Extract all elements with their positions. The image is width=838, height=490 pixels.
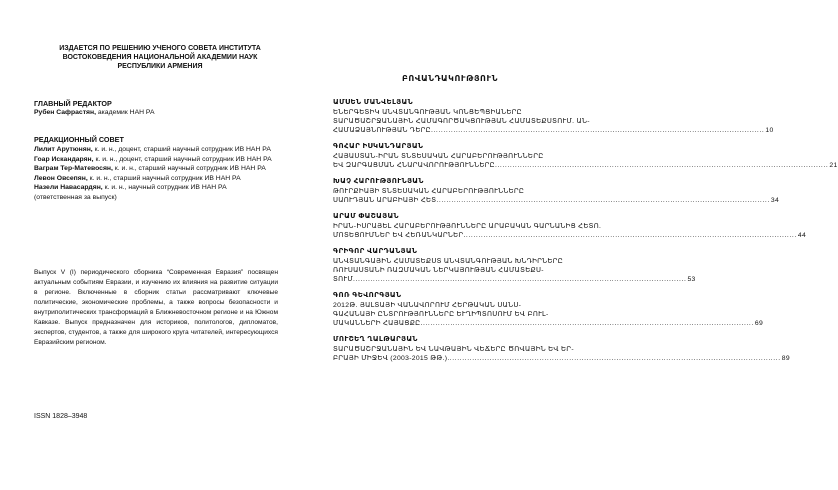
toc-last-line xyxy=(333,231,807,240)
toc-leader-dots xyxy=(353,275,686,284)
publisher-line: ИЗДАЕТСЯ ПО РЕШЕНИЮ УЧЕНОГО СОВЕТА ИНСТИТУТА xyxy=(59,45,261,52)
board-member-name: Левон Овсепян, xyxy=(34,174,88,182)
editorial-board-heading: РЕДАКЦИОННЫЙ СОВЕТ xyxy=(34,135,124,144)
toc-page-number: 69 xyxy=(754,319,764,327)
toc-last-line xyxy=(333,196,780,205)
toc-title-end: ԵՎ ԶԱՐԳԱՑՄԱՆ ՀՆԱՐԱՎՈՐՈՒԹՅՈՒՆՆԵՐԸ xyxy=(333,161,495,169)
board-member xyxy=(34,164,274,174)
right-page xyxy=(300,0,838,490)
toc-title-line: 2012Թ. ՅԱԼՏԱՅԻ ՎԱՆԱՎՈՐՈՒՄ ՀԵՐԹԱԿԱՆ ՍԱՆՍ- xyxy=(333,301,522,309)
issue-description: Выпуск V (I) периодического сборника “Современная Евразия” посвящен актуальным событиям Евразии, и изучению их влияния на развитие ситуации в регионе. Включенные в сборник статьи рассматривают ключевые политические, экономические проблемы, а также вопросы безопасности и внутриполитических трансформаций в Ближневосточном регионе и на Южном Кавказе. Выпуск предназначен для историков, политологов, дипломатов, экспертов, студентов, а также для широкого круга читателей, интересующихся Евразийским регионом. xyxy=(34,269,278,346)
toc-title-lines xyxy=(333,345,574,354)
board-member-desc: к. и. н., доцент, старший научный сотрудник ИВ НАН РА xyxy=(93,155,272,163)
board-member-desc: к. и. н., научный сотрудник ИВ НАН РА (ответственная за выпуск) xyxy=(34,184,227,201)
toc-title-lines xyxy=(333,257,568,275)
chief-editor-desc: академик НАН РА xyxy=(96,109,155,116)
toc-title-end: ՄԱԿԱՆՆԵՐԻ ՀԱՅԱՑՔԸ xyxy=(333,319,421,327)
toc-author: ԳՈՀԱՐ ԻՍԿԱՆԴԱՐՅԱՆ xyxy=(333,143,424,150)
left-page xyxy=(0,0,300,490)
toc-entry[interactable] xyxy=(333,291,764,328)
toc-author: ԳՐԻԳՈՐ ՎԱՐԴԱՆՅԱՆ xyxy=(333,248,418,255)
toc-title-end: ՀԱՄԱՁԱՅՆՈՒԹՅԱՆ ԴԵՐԸ xyxy=(333,126,431,134)
toc-author: ԽԱՉ ՀԱՐՈՒԹՅՈՒՆՅԱՆ xyxy=(333,178,424,185)
board-member xyxy=(34,183,274,202)
toc-entry[interactable] xyxy=(333,247,696,284)
editorial-board-list xyxy=(34,145,274,202)
toc-title-line: ՏԱՐԱԾԱՇՐՋԱՆԱՅԻՆ ՀԱՄԱԳՈՐԾԱԿՑՈՒԹՅԱՆ ՀԱՄԱՏԵՔՍՏՈՒՄ. ԱՆ- xyxy=(333,117,590,125)
toc-title-end: ՏՈՒՄ xyxy=(333,275,354,283)
toc-entry[interactable] xyxy=(333,335,790,363)
board-member-desc: к. и. н., старший научный сотрудник ИВ НАН РА xyxy=(112,165,266,172)
toc-leader-dots xyxy=(463,231,796,240)
toc-leader-dots xyxy=(431,126,764,135)
toc-entry[interactable] xyxy=(333,212,807,240)
board-member-name: Ваграм Тер-Матевосян, xyxy=(34,165,113,172)
board-member-desc: к. и. н., старший научный сотрудник ИВ НАН РА xyxy=(87,174,241,182)
toc-author: ԱՐԱՄ ՓԱՇԱՅԱՆ xyxy=(333,213,399,220)
chief-editor xyxy=(34,109,155,116)
toc-last-line xyxy=(333,161,838,170)
toc-title-line: ԳԱՀԱՆԱՅԻ ԸՆՏՐՈՒԹՅՈՒՆՆԵՐԸ ԵՒՂԻՊՏՈՍՈՒՄ ԵՎ ԲՈՒԼ- xyxy=(333,310,549,318)
toc-title-end: ՄՈՏԵՑՈՒՄՆԵՐ ԵՎ ՀԵՌԱՆԿԱՐՆԵՐ xyxy=(333,231,464,239)
toc-title-line: ՌՈՒՍԱՍՏԱՆԻ ՌԱԶՄԱԿԱՆ ՆԵՐԿԱՅՈՒԹՅԱՆ ՀԱՄԱՏԵՔՍ- xyxy=(333,266,544,274)
toc-title-end: ԲՐԱՅԻ ՄԻՋԵՎ (2003-2015 ԹԹ.) xyxy=(333,354,448,362)
board-member-name: Гоар Искандарян, xyxy=(34,155,94,163)
toc-last-line xyxy=(333,354,790,363)
toc-page-number: 53 xyxy=(687,275,696,283)
toc-title-end: ՍԱՈՒԴՅԱՆ ԱՐԱԲԻԱՅԻ ՀԵՏ xyxy=(333,196,437,204)
issn-number: ISSN 1828–3948 xyxy=(34,413,88,420)
toc-page-number: 10 xyxy=(765,126,774,134)
toc-leader-dots xyxy=(495,161,828,170)
toc-title-line: ՀԱՅԱՍՏԱՆ-ԻՐԱՆ ՏՆՏԵՍԱԿԱՆ ՀԱՐԱԲԵՐՈՒԹՅՈՒՆՆԵՐԸ xyxy=(333,152,544,160)
toc-last-line xyxy=(333,319,764,328)
toc-page-number: 34 xyxy=(770,196,780,204)
toc-last-line xyxy=(333,126,774,135)
toc-page-number: 89 xyxy=(781,354,790,362)
board-member-desc: к. и. н., доцент, старший научный сотрудник ИВ НАН РА xyxy=(92,146,271,153)
toc-title-lines xyxy=(333,222,602,231)
toc-author: ԳՈՌ ԳԵՎՈՐԳՅԱՆ xyxy=(333,292,402,299)
publisher-statement xyxy=(40,44,280,71)
board-member-name: Назели Навасардян, xyxy=(34,184,103,191)
toc-title-line: ԵՆԵՐԳԵՏԻԿ ԱՆՎՏԱՆԳՈՒԹՅԱՆ ԿՈՆՑԵՊՑԻԱՆԵՐԸ xyxy=(333,108,522,116)
toc-entry[interactable] xyxy=(333,98,774,135)
toc-title-lines xyxy=(333,187,568,196)
toc-leader-dots xyxy=(436,196,769,205)
toc-last-line xyxy=(333,275,696,284)
chief-editor-heading: ГЛАВНЫЙ РЕДАКТОР xyxy=(34,99,112,108)
board-member xyxy=(34,155,274,165)
toc-title-lines xyxy=(333,108,590,126)
toc-page-number: 44 xyxy=(797,231,807,239)
toc-leader-dots xyxy=(420,319,753,328)
toc-page-number: 21 xyxy=(829,161,838,169)
toc-author: ԱՄՍԵՆ ՄԱՆՎԵԼՅԱՆ xyxy=(333,99,414,106)
toc-entry[interactable] xyxy=(333,142,838,170)
toc-title-lines xyxy=(333,301,568,319)
board-member xyxy=(34,145,274,155)
toc-title-lines xyxy=(333,152,568,161)
publisher-line: РЕСПУБЛИКИ АРМЕНИЯ xyxy=(117,63,203,70)
table-of-contents-title: ԲՈՎԱՆԴԱԿՈՒԹՅՈՒՆ xyxy=(401,74,499,83)
toc-entry[interactable] xyxy=(333,177,780,205)
board-member-name: Лилит Арутюнян, xyxy=(34,146,93,153)
table-of-contents xyxy=(333,98,838,370)
publisher-line: ВОСТОКОВЕДЕНИЯ НАЦИОНАЛЬНОЙ АКАДЕМИИ НАУК xyxy=(62,54,258,61)
toc-title-line: ԻՐԱՆ-ԻՍՐԱՅԵԼ ՀԱՐԱԲԵՐՈՒԹՅՈՒՆՆԵՐԸ ԱՐԱԲԱԿԱՆ ԳԱՐՆԱՆԻՑ ՀԵՏՈ. xyxy=(333,222,602,230)
toc-title-line: ԹՈՒՐՔԻԱՅԻ ՏՆՏԵՍԱԿԱՆ ՀԱՐԱԲԵՐՈՒԹՅՈՒՆՆԵՐԸ xyxy=(333,187,525,195)
toc-leader-dots xyxy=(447,354,780,363)
chief-editor-name: Рубен Сафрастян, xyxy=(34,109,97,116)
toc-author: ՄՈՒՇԵՂ ՂԱԼԹԱՐՅԱՆ xyxy=(333,336,418,343)
board-member xyxy=(34,174,274,184)
toc-title-line: ՏԱՐԱԾԱՇՐՋԱՆԱՅԻՆ ԵՎ ՆԱՎԹԱՅԻՆ ՎԵՃԵՐԸ ԾՈՎԱՅԻՆ ԵՎ ԵՐ- xyxy=(333,345,574,353)
toc-title-line: ԱՆՎՏԱՆԳԱՅԻՆ ՀԱՄԱՏԵՔՍՏ ԱՆՎՏԱՆԳՈՒԹՅԱՆ ԽՆԴԻՐՆԵՐԸ xyxy=(333,257,563,265)
